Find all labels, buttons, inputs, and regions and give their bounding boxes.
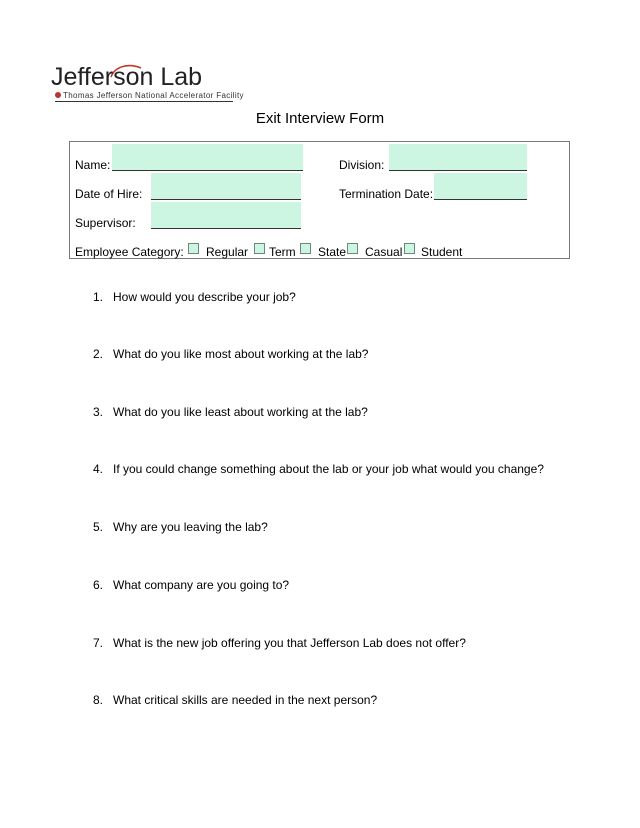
division-label: Division: <box>339 158 385 172</box>
question-item <box>93 290 296 304</box>
question-text: If you could change something about the lab or your job what would you change? <box>113 462 544 476</box>
question-number: 6. <box>93 578 104 592</box>
question-number: 1. <box>93 290 104 304</box>
question-item <box>93 347 368 361</box>
term-checkbox[interactable] <box>254 243 265 254</box>
termination-date-field[interactable] <box>434 173 527 200</box>
casual-checkbox[interactable] <box>347 243 358 254</box>
name-label: Name: <box>75 158 111 172</box>
question-number: 3. <box>93 405 104 419</box>
question-item <box>93 462 544 476</box>
question-number: 4. <box>93 462 104 476</box>
term-option-label: Term <box>269 245 296 259</box>
casual-option-label: Casual <box>365 245 403 259</box>
logo-title: Jefferson Lab <box>51 63 203 91</box>
logo-subtitle: Thomas Jefferson National Accelerator Facility <box>63 91 244 100</box>
supervisor-label: Supervisor: <box>75 216 136 230</box>
question-item <box>93 693 377 707</box>
question-text: What do you like least about working at the lab? <box>113 405 368 419</box>
question-text: What critical skills are needed in the next person? <box>113 693 378 707</box>
question-item <box>93 578 289 592</box>
state-option-label: State <box>318 245 347 259</box>
regular-option-label: Regular <box>206 245 249 259</box>
regular-checkbox[interactable] <box>188 243 199 254</box>
student-checkbox[interactable] <box>404 243 415 254</box>
termination-date-label: Termination Date: <box>339 187 434 201</box>
logo-dot-icon <box>55 92 61 98</box>
name-field[interactable] <box>112 144 303 171</box>
logo-underline <box>55 101 233 102</box>
question-text: Why are you leaving the lab? <box>113 520 268 534</box>
question-text: What do you like most about working at the lab? <box>113 347 369 361</box>
question-text: What company are you going to? <box>113 578 290 592</box>
question-item <box>93 520 268 534</box>
question-number: 5. <box>93 520 104 534</box>
question-item <box>93 636 466 650</box>
supervisor-field[interactable] <box>151 202 301 229</box>
jefferson-lab-logo <box>51 64 251 104</box>
employee-category-label: Employee Category: <box>75 245 184 259</box>
state-checkbox[interactable] <box>300 243 311 254</box>
date-of-hire-label: Date of Hire: <box>75 187 143 201</box>
student-option-label: Student <box>421 245 463 259</box>
question-number: 8. <box>93 693 104 707</box>
division-field[interactable] <box>389 144 527 171</box>
question-number: 7. <box>93 636 104 650</box>
question-text: How would you describe your job? <box>113 290 296 304</box>
page-title: Exit Interview Form <box>255 110 385 127</box>
question-number: 2. <box>93 347 104 361</box>
question-text: What is the new job offering you that Jefferson Lab does not offer? <box>113 636 466 650</box>
date-of-hire-field[interactable] <box>151 173 301 200</box>
question-item <box>93 405 368 419</box>
